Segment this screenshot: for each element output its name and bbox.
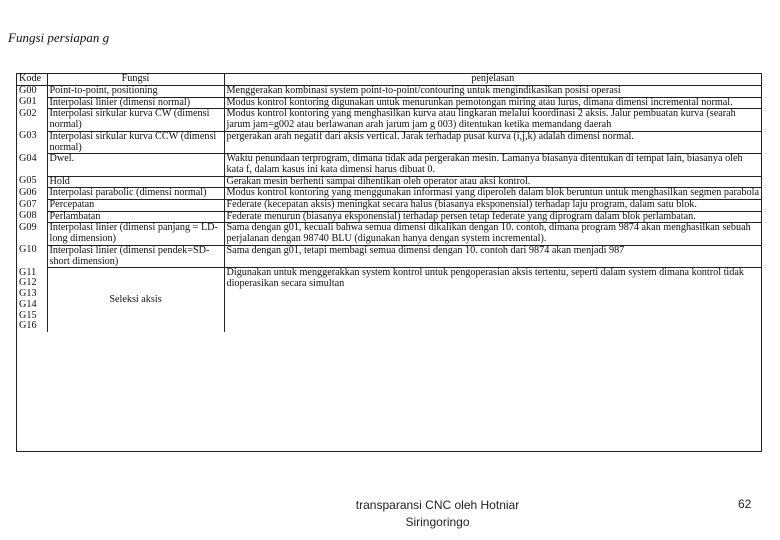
- cell-code: G00: [17, 86, 47, 98]
- cell-code: G08: [17, 211, 47, 223]
- footer-credit: [330, 497, 545, 531]
- cell-code: G16: [17, 321, 47, 332]
- cell-fn: Interpolasi linier (dimensi normal): [47, 97, 224, 109]
- table-header-row: [17, 74, 761, 86]
- cell-code: G04: [17, 154, 47, 176]
- cell-desc: Digunakan untuk menggerakkan system kontrol untuk pengoperasian aksis tertentu, seperti dalam system dimana kontrol tidak dioperasikan secara simultan: [226, 267, 744, 289]
- cell-fn: Perlambatan: [47, 211, 224, 223]
- cell-desc: Menggerakan kombinasi system point-to-point/contouring untuk mengindikasikan posisi operasi: [224, 86, 761, 98]
- header-description: penjelasan: [224, 74, 761, 86]
- cell-fn: Seleksi aksis: [47, 268, 224, 332]
- table-row: [17, 211, 761, 223]
- cell-fn: Interpolasi sirkular kurva CCW (dimensi normal): [47, 131, 224, 153]
- cell-fn: Point-to-point, positioning: [47, 86, 224, 98]
- table-row: [17, 223, 761, 245]
- header-function: Fungsi: [47, 74, 224, 86]
- cell-fn: Dwel.: [47, 154, 224, 176]
- table-row: [17, 86, 761, 98]
- page-title: Fungsi persiapan g: [8, 30, 110, 45]
- cell-fn: Percepatan: [47, 200, 224, 212]
- cell-desc: Sama dengan g01, kecuali bahwa semua dimensi dikalikan dengan 10. contoh, dimana program 9874 akan menghasilkan sebuah perjalanan dengan 98740 BLU (digunakan hanya dengan system incremental).: [224, 223, 761, 245]
- cell-code: G05: [17, 176, 47, 188]
- cell-code: G02: [17, 109, 47, 131]
- cell-desc: Sama dengan g01, tetapi membagi semua dimensi dengan 10. contoh dari 9874 akan menjadi 987: [224, 245, 761, 267]
- table-row: [17, 109, 761, 131]
- cell-code: G01: [17, 97, 47, 109]
- cell-desc: Modus kontrol kontoring digunakan untuk menurunkan pemotongan miring atau lurus, dimana dimensi incremental normal.: [224, 97, 761, 109]
- cell-desc: Modus kontrol kontoring yang menggunakan informasi yang diperoleh dalam blok beruntun untuk menghasilkan segmen parabola: [224, 188, 761, 200]
- cell-code: G15: [17, 311, 47, 322]
- cell-code: G11: [17, 268, 47, 279]
- cell-desc: Federate (kecepatan aksis) meningkat secara halus (biasanya eksponensial) terhadap laju program, dalam satu blok.: [224, 200, 761, 212]
- header-code: Kode: [17, 74, 47, 86]
- cell-desc: Waktu penundaan terprogram, dimana tidak ada pergerakan mesin. Lamanya biasanya ditentukan di tempat lain, biasanya oleh kata f, dalam kasus ini kata dimensi harus dibuat 0.: [224, 154, 761, 176]
- cell-fn: Interpolasi parabolic (dimensi normal): [47, 188, 224, 200]
- table-body: [17, 86, 761, 332]
- cell-code: G07: [17, 200, 47, 212]
- cell-code: G09: [17, 223, 47, 245]
- cell-code: G12: [17, 278, 47, 289]
- cell-fn: Interpolasi linier (dimensi pendek=SD-short dimension): [47, 245, 224, 267]
- table-row-group: [17, 268, 761, 279]
- cell-desc: Federate menurun (biasanya eksponensial) terhadap persen tetap federate yang diprogram dalam blok perlambatan.: [224, 211, 761, 223]
- cell-code: G03: [17, 131, 47, 153]
- cell-desc: Gerakan mesin berhenti sampai dihentikan oleh operator atau aksi kontrol.: [224, 176, 761, 188]
- table-row: [17, 154, 761, 176]
- footer-line-2: Siringoringo: [405, 515, 470, 529]
- cell-code: G06: [17, 188, 47, 200]
- cell-fn: Interpolasi linier (dimensi panjang = LD-long dimension): [47, 223, 224, 245]
- table-row: [17, 176, 761, 188]
- footer-line-1: transparansi CNC oleh Hotniar: [355, 498, 520, 512]
- cell-code: G14: [17, 300, 47, 311]
- table-row: [17, 131, 761, 153]
- cell-code: G13: [17, 289, 47, 300]
- cell-code: G10: [17, 245, 47, 267]
- cell-desc: Modus kontrol kontoring yang menghasilkan kurva atau lingkaran melalui koordinasi 2 aksis. Jalur pembuatan kurva (searah jarum jam=g002 atau berlawanan arah jarum jam g 003) ditentukan ketika memandang daerah: [224, 109, 761, 131]
- table-row: [17, 188, 761, 200]
- g-code-table: [16, 73, 762, 452]
- table-row: [17, 245, 761, 267]
- table-row: [17, 200, 761, 212]
- page-number: 62: [738, 497, 752, 511]
- cell-desc: pergerakan arah negatif dari aksis vertical. Jarak terhadap pusat kurva (i,j,k) adalah dimensi normal.: [224, 131, 761, 153]
- cell-fn: Interpolasi sirkular kurva CW (dimensi normal): [47, 109, 224, 131]
- cell-fn: Hold: [47, 176, 224, 188]
- table-row: [17, 97, 761, 109]
